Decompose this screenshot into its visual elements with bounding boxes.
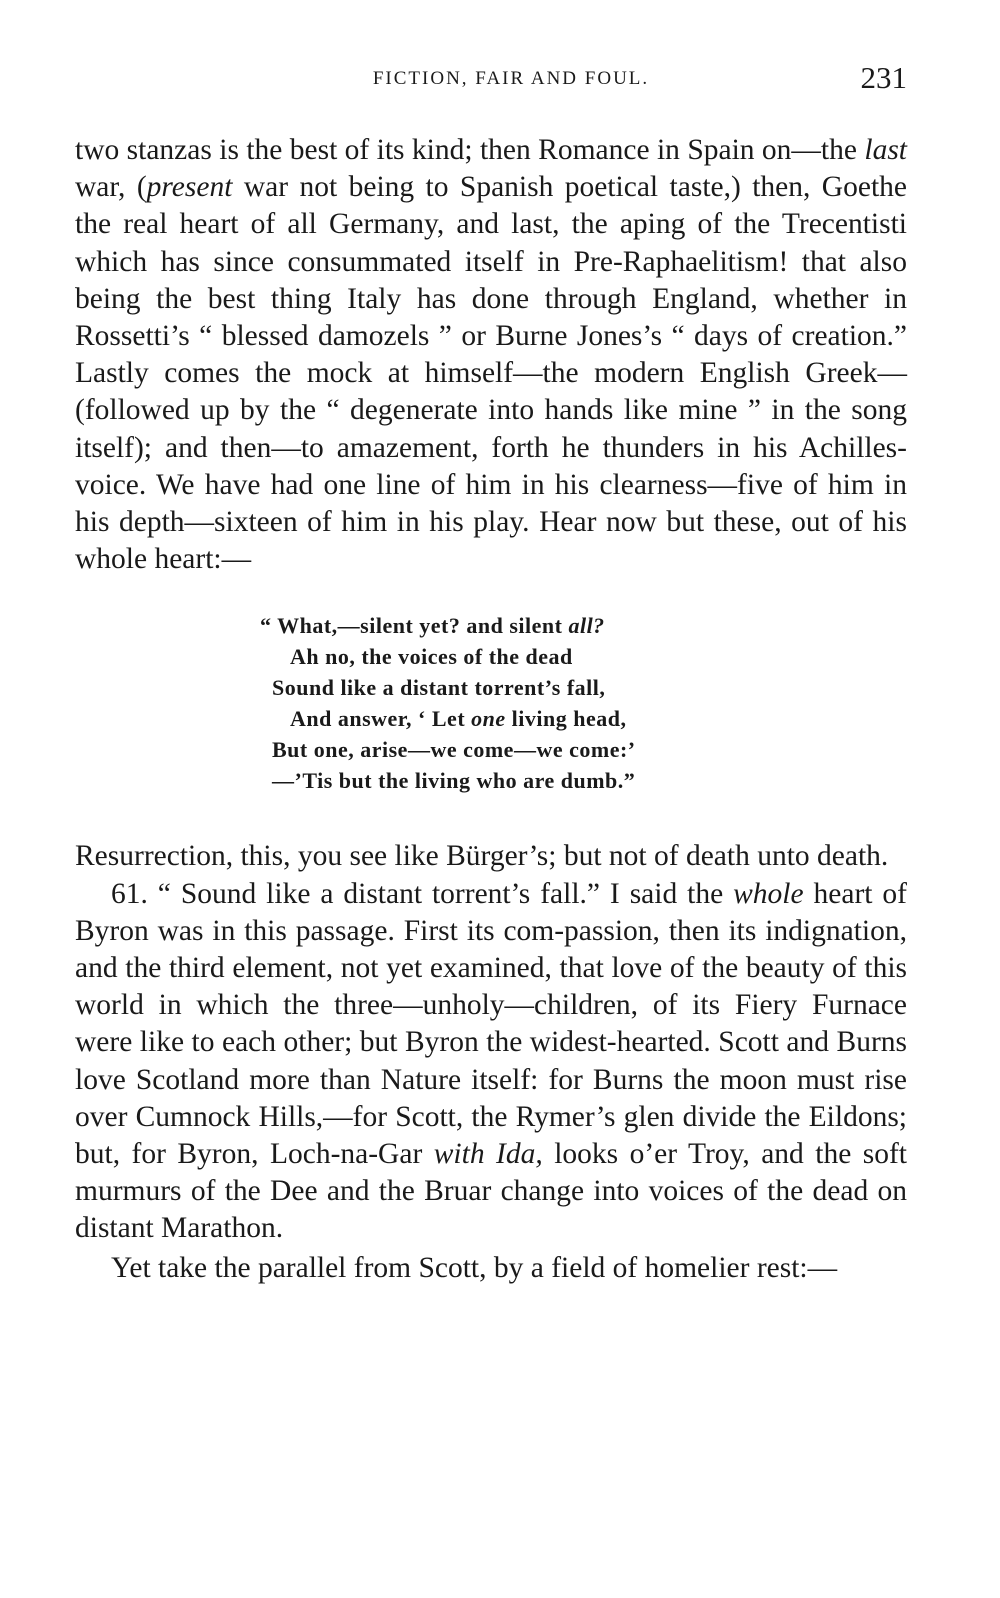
italic-with-ida: with Ida,: [433, 1138, 543, 1171]
paragraph-stanzas: two stanzas is the best of its kind; then Romance in Spain on—the last war, (present war not being to Spanish poetical taste,) then, Goethe the real heart of all Germany, and last, the aping of the Trecentisti which has since consummated itself in Pre-Raphaelitism! that also being the best thing Italy has done through England, whether in Rossetti’s “ blessed damozels ” or Burne Jones’s “ days of creation.” Lastly comes the mock at himself—the modern English Greek—(followed up by the “ degenerate into hands like mine ” in the song itself); and then—to amazement, forth he thunders in his Achilles-voice. We have had one line of him in his clearness—five of him in his depth—sixteen of him in his play. Hear now but these, out of his whole heart:—: [75, 134, 907, 576]
italic-present: present: [146, 171, 233, 204]
italic-whole: whole: [733, 877, 804, 910]
verse-line-5: But one, arise—we come—we come:’: [272, 737, 636, 763]
running-title: FICTION, FAIR AND FOUL.: [372, 68, 650, 89]
page-number: 231: [860, 60, 907, 95]
italic-last: last: [864, 134, 907, 166]
verse-line-1: “ What,—silent yet? and silent all?: [260, 613, 605, 639]
running-head: [75, 60, 907, 100]
book-page: [75, 60, 907, 1287]
paragraph-61: 61. “ Sound like a distant torrent’s fall.” I said the whole heart of Byron was in this passage. First its com-passion, then its indignation, and the third element, not yet examined, that love of the beauty of this world in which the three—unholy—children, of its Fiery Furnace were like to each other; but Byron the widest-hearted. Scott and Burns love Scotland more than Nature itself: for Burns the moon must rise over Cumnock Hills,—for Scott, the Rymer’s glen divide the Eildons; but, for Byron, Loch-na-Gar with Ida, looks o’er Troy, and the soft murmurs of the Dee and the Bruar change into voices of the dead on distant Marathon.: [75, 877, 907, 1245]
verse-line-2: Ah no, the voices of the dead: [290, 644, 573, 670]
verse-line-3: Sound like a distant torrent’s fall,: [272, 675, 606, 701]
paragraph-resurrection: Resurrection, this, you see like Bürger’s; but not of death unto death.: [75, 840, 889, 873]
verse-line-6: —’Tis but the living who are dumb.”: [272, 768, 636, 794]
verse-line-4: And answer, ‘ Let one living head,: [290, 706, 627, 732]
paragraph-parallel: Yet take the parallel from Scott, by a field of homelier rest:—: [111, 1251, 838, 1284]
verse-quotation: [260, 610, 907, 796]
